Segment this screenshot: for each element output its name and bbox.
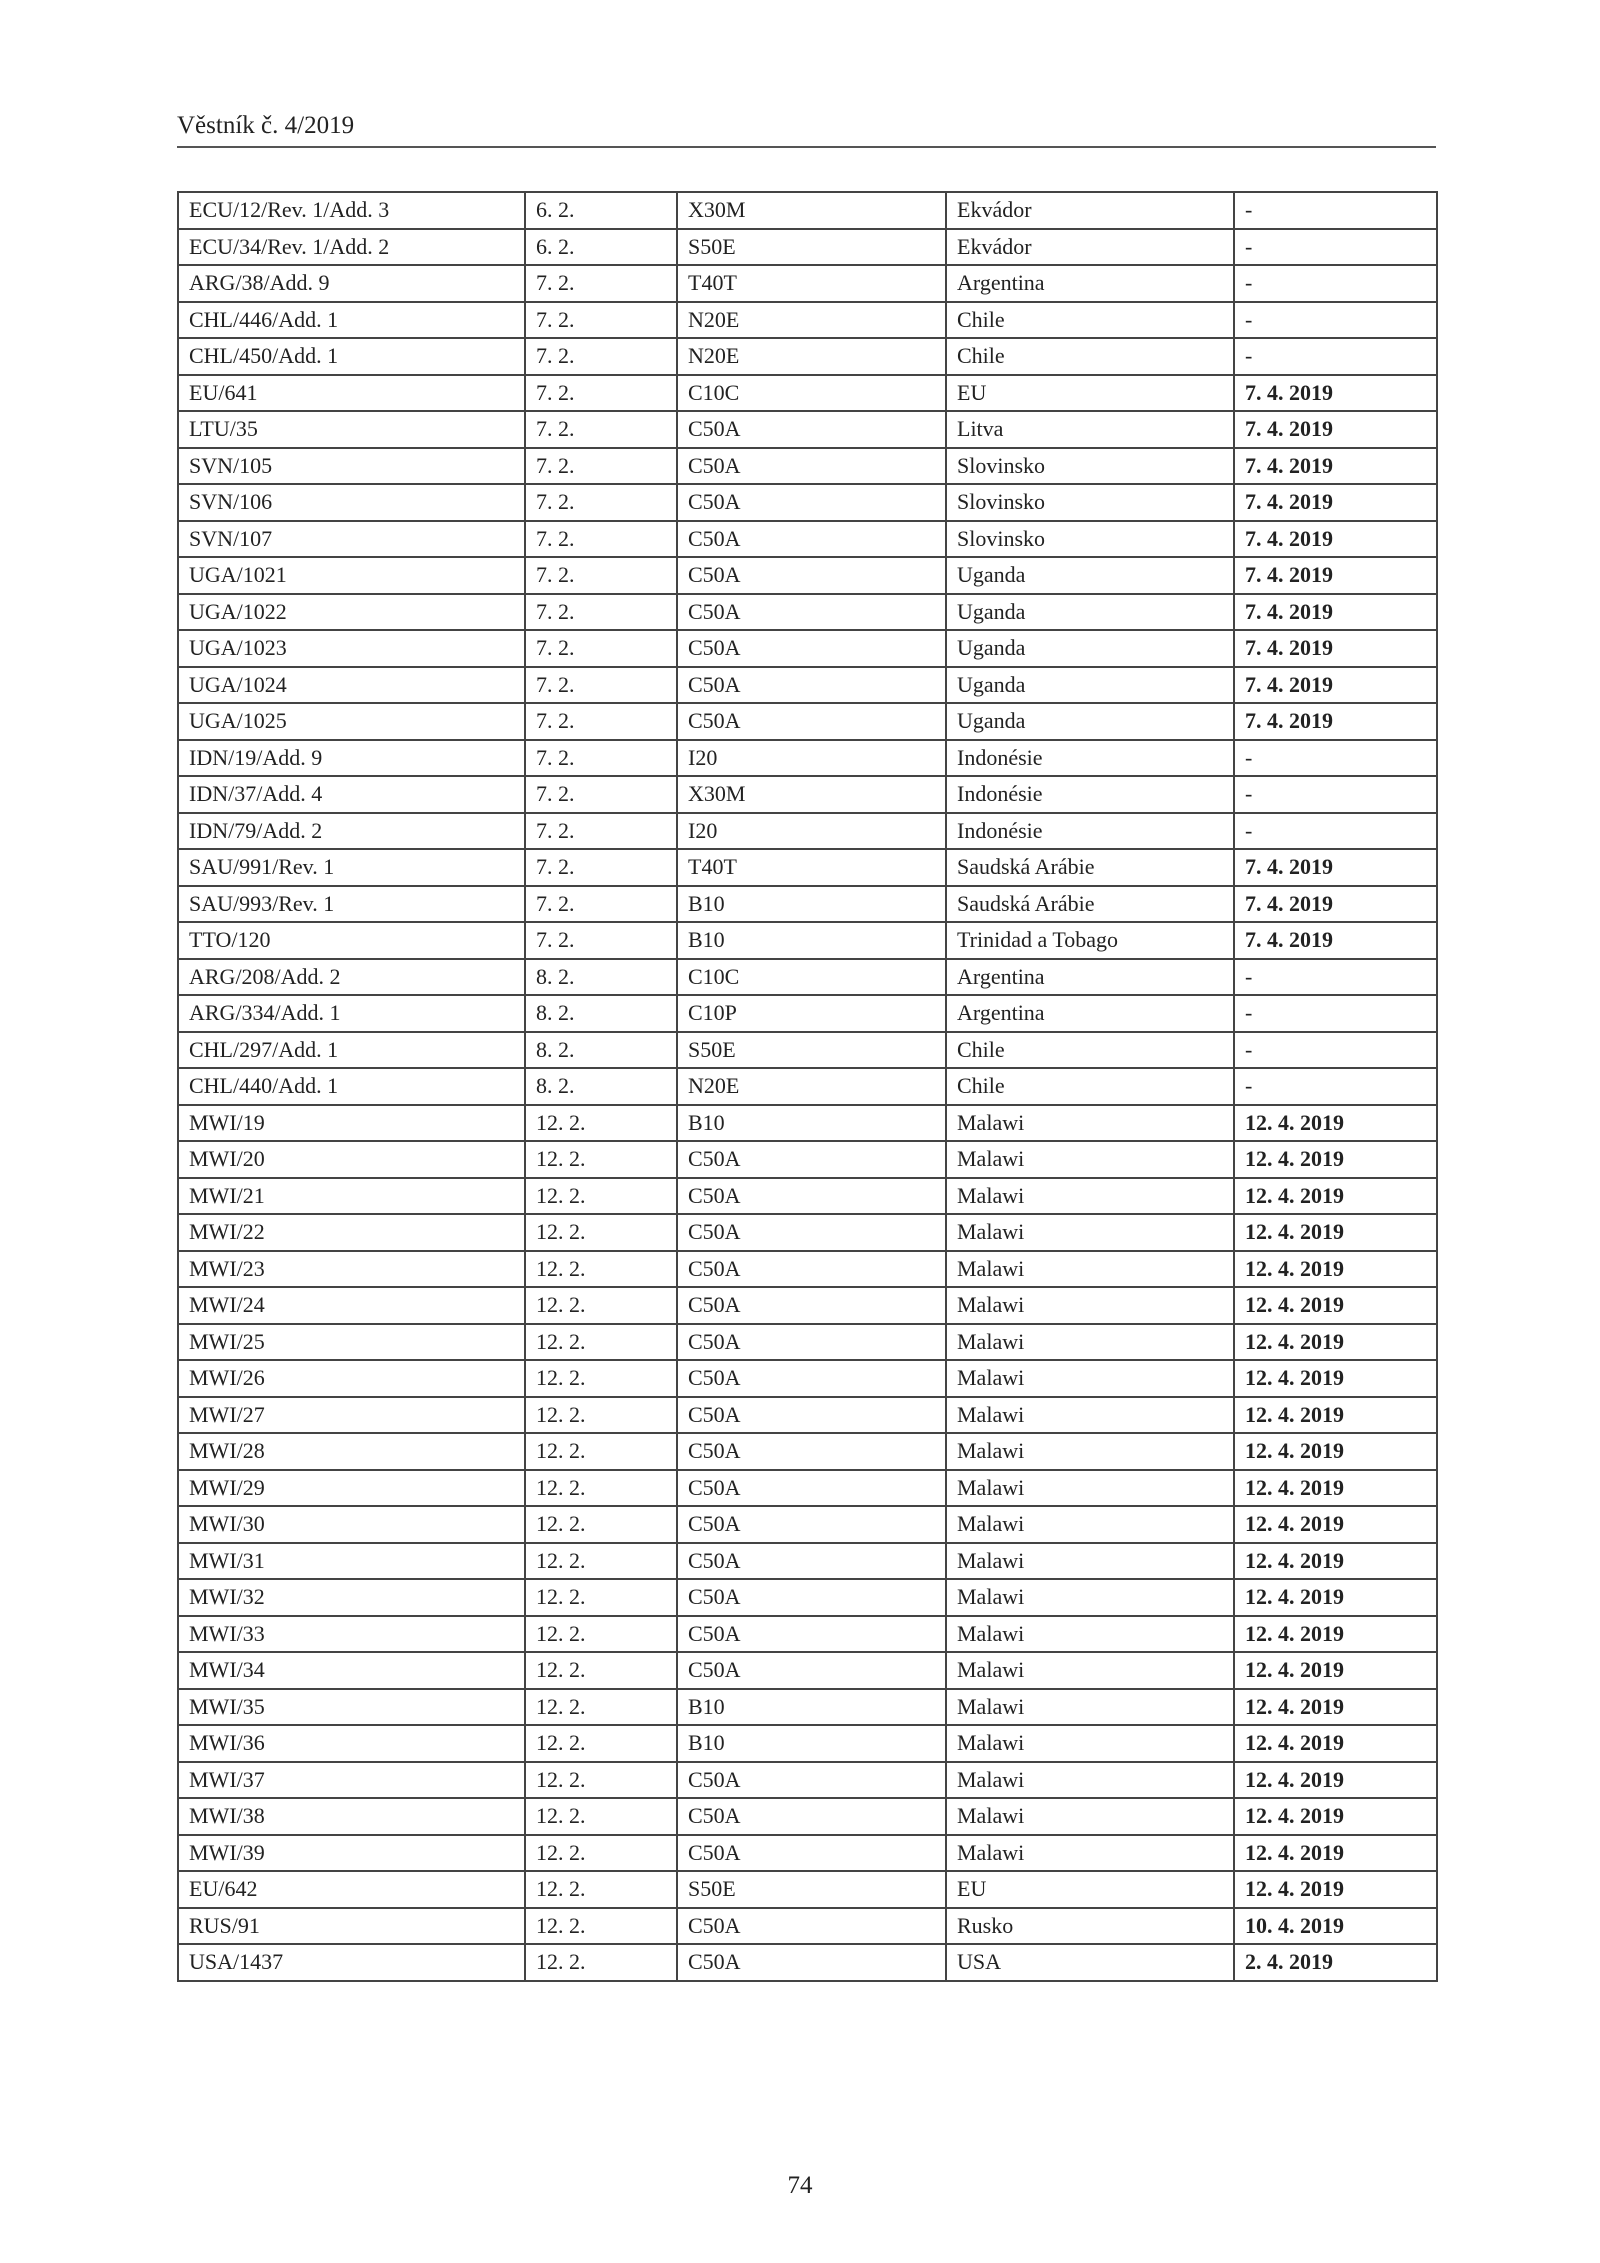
cell-date: 12. 2. [525,1287,677,1324]
cell-deadline: - [1234,302,1437,339]
cell-code: S50E [677,1032,946,1069]
cell-date: 7. 2. [525,521,677,558]
cell-code: C50A [677,1287,946,1324]
cell-symbol: IDN/19/Add. 9 [178,740,525,777]
table-row [178,338,1437,375]
cell-country: Saudská Arábie [946,849,1234,886]
table-row [178,1616,1437,1653]
cell-date: 7. 2. [525,557,677,594]
cell-date: 7. 2. [525,265,677,302]
cell-symbol: CHL/446/Add. 1 [178,302,525,339]
cell-country: Chile [946,1032,1234,1069]
cell-deadline: - [1234,776,1437,813]
cell-symbol: MWI/28 [178,1433,525,1470]
cell-code: C50A [677,1579,946,1616]
cell-code: C50A [677,448,946,485]
cell-date: 12. 2. [525,1798,677,1835]
cell-symbol: IDN/37/Add. 4 [178,776,525,813]
table-row [178,594,1437,631]
cell-symbol: UGA/1021 [178,557,525,594]
cell-symbol: MWI/32 [178,1579,525,1616]
cell-date: 7. 2. [525,302,677,339]
cell-date: 7. 2. [525,849,677,886]
table-row [178,959,1437,996]
table-row [178,192,1437,229]
cell-date: 12. 2. [525,1105,677,1142]
table-row [178,1652,1437,1689]
cell-country: Indonésie [946,776,1234,813]
cell-country: Malawi [946,1214,1234,1251]
cell-code: C50A [677,1798,946,1835]
table-row [178,1287,1437,1324]
cell-symbol: MWI/33 [178,1616,525,1653]
cell-country: Uganda [946,630,1234,667]
cell-date: 12. 2. [525,1543,677,1580]
cell-deadline: 12. 4. 2019 [1234,1105,1437,1142]
cell-code: C10C [677,959,946,996]
cell-date: 12. 2. [525,1324,677,1361]
cell-country: Malawi [946,1652,1234,1689]
cell-deadline: 7. 4. 2019 [1234,448,1437,485]
cell-deadline: 12. 4. 2019 [1234,1871,1437,1908]
cell-deadline: 12. 4. 2019 [1234,1324,1437,1361]
cell-code: C50A [677,1397,946,1434]
cell-deadline: 12. 4. 2019 [1234,1616,1437,1653]
cell-code: C50A [677,1506,946,1543]
cell-country: Malawi [946,1287,1234,1324]
cell-symbol: MWI/29 [178,1470,525,1507]
cell-deadline: 12. 4. 2019 [1234,1579,1437,1616]
cell-date: 12. 2. [525,1725,677,1762]
cell-symbol: EU/642 [178,1871,525,1908]
cell-date: 7. 2. [525,594,677,631]
cell-code: N20E [677,302,946,339]
cell-deadline: 12. 4. 2019 [1234,1433,1437,1470]
cell-code: C50A [677,1214,946,1251]
cell-code: C50A [677,703,946,740]
cell-symbol: ARG/334/Add. 1 [178,995,525,1032]
cell-code: N20E [677,1068,946,1105]
cell-date: 8. 2. [525,959,677,996]
cell-code: C50A [677,411,946,448]
cell-country: Uganda [946,594,1234,631]
cell-date: 12. 2. [525,1652,677,1689]
table-row [178,1506,1437,1543]
cell-date: 7. 2. [525,411,677,448]
cell-code: C50A [677,1652,946,1689]
cell-code: C50A [677,1543,946,1580]
cell-code: C50A [677,630,946,667]
cell-deadline: 12. 4. 2019 [1234,1543,1437,1580]
table-row [178,1178,1437,1215]
cell-symbol: SAU/991/Rev. 1 [178,849,525,886]
cell-deadline: 12. 4. 2019 [1234,1835,1437,1872]
cell-symbol: SAU/993/Rev. 1 [178,886,525,923]
cell-date: 8. 2. [525,995,677,1032]
cell-symbol: MWI/37 [178,1762,525,1799]
table-row [178,1762,1437,1799]
cell-country: Malawi [946,1725,1234,1762]
cell-code: C50A [677,594,946,631]
cell-deadline: 12. 4. 2019 [1234,1178,1437,1215]
cell-date: 12. 2. [525,1214,677,1251]
cell-country: Uganda [946,667,1234,704]
cell-symbol: TTO/120 [178,922,525,959]
cell-country: Malawi [946,1470,1234,1507]
cell-code: C50A [677,1470,946,1507]
cell-country: Malawi [946,1762,1234,1799]
cell-code: I20 [677,740,946,777]
cell-symbol: MWI/24 [178,1287,525,1324]
cell-deadline: 7. 4. 2019 [1234,375,1437,412]
cell-symbol: ARG/38/Add. 9 [178,265,525,302]
table-row [178,1214,1437,1251]
cell-deadline: 7. 4. 2019 [1234,886,1437,923]
cell-deadline: 12. 4. 2019 [1234,1798,1437,1835]
table-row [178,1105,1437,1142]
cell-code: C50A [677,1762,946,1799]
cell-symbol: UGA/1024 [178,667,525,704]
cell-deadline: 7. 4. 2019 [1234,703,1437,740]
cell-deadline: 2. 4. 2019 [1234,1944,1437,1981]
cell-symbol: MWI/34 [178,1652,525,1689]
cell-code: C10C [677,375,946,412]
cell-country: Malawi [946,1543,1234,1580]
cell-country: Indonésie [946,740,1234,777]
table-row [178,630,1437,667]
table-row [178,1141,1437,1178]
cell-date: 7. 2. [525,922,677,959]
cell-code: C50A [677,484,946,521]
cell-symbol: USA/1437 [178,1944,525,1981]
cell-country: Uganda [946,703,1234,740]
table-row [178,484,1437,521]
cell-symbol: MWI/19 [178,1105,525,1142]
cell-code: T40T [677,849,946,886]
cell-symbol: MWI/35 [178,1689,525,1726]
cell-code: C50A [677,557,946,594]
cell-date: 12. 2. [525,1178,677,1215]
table-row [178,1798,1437,1835]
cell-deadline: 12. 4. 2019 [1234,1725,1437,1762]
cell-deadline: 12. 4. 2019 [1234,1397,1437,1434]
cell-country: Uganda [946,557,1234,594]
cell-code: B10 [677,1689,946,1726]
table-row [178,1835,1437,1872]
cell-code: B10 [677,1725,946,1762]
cell-deadline: - [1234,1032,1437,1069]
cell-code: C50A [677,1908,946,1945]
table-row [178,521,1437,558]
cell-date: 12. 2. [525,1689,677,1726]
cell-date: 12. 2. [525,1762,677,1799]
table-row [178,1032,1437,1069]
cell-code: I20 [677,813,946,850]
cell-code: B10 [677,1105,946,1142]
table-row [178,995,1437,1032]
cell-deadline: - [1234,740,1437,777]
cell-deadline: 12. 4. 2019 [1234,1360,1437,1397]
cell-date: 7. 2. [525,703,677,740]
cell-date: 12. 2. [525,1871,677,1908]
cell-symbol: ARG/208/Add. 2 [178,959,525,996]
table-row [178,302,1437,339]
table-row [178,703,1437,740]
cell-country: Chile [946,1068,1234,1105]
cell-deadline: 12. 4. 2019 [1234,1506,1437,1543]
cell-deadline: 12. 4. 2019 [1234,1214,1437,1251]
cell-country: Malawi [946,1360,1234,1397]
cell-country: Malawi [946,1616,1234,1653]
cell-date: 8. 2. [525,1032,677,1069]
cell-symbol: CHL/440/Add. 1 [178,1068,525,1105]
table-row [178,1397,1437,1434]
cell-code: T40T [677,265,946,302]
cell-country: Chile [946,302,1234,339]
table-row [178,667,1437,704]
cell-date: 7. 2. [525,776,677,813]
cell-code: B10 [677,886,946,923]
cell-date: 7. 2. [525,375,677,412]
cell-symbol: MWI/26 [178,1360,525,1397]
cell-code: X30M [677,776,946,813]
cell-symbol: RUS/91 [178,1908,525,1945]
cell-deadline: 7. 4. 2019 [1234,484,1437,521]
cell-date: 7. 2. [525,484,677,521]
cell-deadline: 12. 4. 2019 [1234,1762,1437,1799]
cell-deadline: - [1234,995,1437,1032]
cell-symbol: LTU/35 [178,411,525,448]
cell-symbol: MWI/23 [178,1251,525,1288]
cell-code: C50A [677,1835,946,1872]
table-row [178,886,1437,923]
cell-date: 6. 2. [525,229,677,266]
cell-symbol: MWI/31 [178,1543,525,1580]
cell-date: 12. 2. [525,1470,677,1507]
cell-country: Malawi [946,1397,1234,1434]
table-row [178,1360,1437,1397]
header-rule [177,146,1436,148]
table-row [178,922,1437,959]
cell-code: C50A [677,1616,946,1653]
table-row [178,411,1437,448]
cell-code: X30M [677,192,946,229]
cell-symbol: ECU/12/Rev. 1/Add. 3 [178,192,525,229]
table-row [178,1944,1437,1981]
cell-symbol: MWI/20 [178,1141,525,1178]
cell-date: 7. 2. [525,740,677,777]
cell-code: C50A [677,1324,946,1361]
table-row [178,1251,1437,1288]
cell-date: 12. 2. [525,1251,677,1288]
cell-symbol: MWI/22 [178,1214,525,1251]
table-row [178,557,1437,594]
cell-symbol: UGA/1025 [178,703,525,740]
cell-deadline: 12. 4. 2019 [1234,1470,1437,1507]
cell-date: 7. 2. [525,448,677,485]
cell-code: C50A [677,1141,946,1178]
table-row [178,1543,1437,1580]
cell-country: Ekvádor [946,192,1234,229]
cell-code: C50A [677,1178,946,1215]
table-row [178,1871,1437,1908]
cell-date: 7. 2. [525,813,677,850]
cell-country: Slovinsko [946,448,1234,485]
cell-date: 12. 2. [525,1506,677,1543]
cell-date: 12. 2. [525,1944,677,1981]
table-row [178,265,1437,302]
cell-symbol: EU/641 [178,375,525,412]
cell-symbol: MWI/36 [178,1725,525,1762]
cell-symbol: UGA/1023 [178,630,525,667]
table-row [178,1470,1437,1507]
cell-deadline: 7. 4. 2019 [1234,557,1437,594]
cell-country: Argentina [946,265,1234,302]
table-row [178,849,1437,886]
cell-date: 12. 2. [525,1616,677,1653]
cell-country: Argentina [946,959,1234,996]
table-row [178,1324,1437,1361]
cell-symbol: MWI/30 [178,1506,525,1543]
cell-code: C50A [677,1251,946,1288]
cell-date: 12. 2. [525,1397,677,1434]
cell-date: 12. 2. [525,1141,677,1178]
cell-deadline: - [1234,229,1437,266]
cell-code: N20E [677,338,946,375]
cell-date: 12. 2. [525,1835,677,1872]
cell-country: EU [946,375,1234,412]
cell-date: 12. 2. [525,1579,677,1616]
cell-country: Argentina [946,995,1234,1032]
table-row [178,1433,1437,1470]
cell-symbol: UGA/1022 [178,594,525,631]
cell-country: EU [946,1871,1234,1908]
cell-deadline: 7. 4. 2019 [1234,630,1437,667]
cell-deadline: 12. 4. 2019 [1234,1141,1437,1178]
cell-date: 7. 2. [525,630,677,667]
cell-date: 7. 2. [525,886,677,923]
table-row [178,229,1437,266]
cell-date: 8. 2. [525,1068,677,1105]
cell-symbol: MWI/39 [178,1835,525,1872]
cell-country: Malawi [946,1579,1234,1616]
cell-country: Saudská Arábie [946,886,1234,923]
cell-deadline: 7. 4. 2019 [1234,922,1437,959]
cell-country: Malawi [946,1105,1234,1142]
cell-country: Malawi [946,1798,1234,1835]
running-header: Věstník č. 4/2019 [177,112,355,139]
cell-country: Malawi [946,1251,1234,1288]
cell-symbol: MWI/25 [178,1324,525,1361]
cell-country: Malawi [946,1324,1234,1361]
table-row [178,1068,1437,1105]
cell-deadline: - [1234,813,1437,850]
cell-country: Rusko [946,1908,1234,1945]
cell-deadline: 7. 4. 2019 [1234,667,1437,704]
cell-symbol: CHL/297/Add. 1 [178,1032,525,1069]
cell-deadline: 12. 4. 2019 [1234,1251,1437,1288]
cell-code: B10 [677,922,946,959]
cell-deadline: - [1234,959,1437,996]
cell-deadline: 7. 4. 2019 [1234,521,1437,558]
cell-code: C50A [677,521,946,558]
table-row [178,375,1437,412]
table-row [178,740,1437,777]
cell-country: Malawi [946,1141,1234,1178]
cell-deadline: 10. 4. 2019 [1234,1908,1437,1945]
cell-deadline: 7. 4. 2019 [1234,594,1437,631]
cell-country: Malawi [946,1433,1234,1470]
cell-country: Slovinsko [946,484,1234,521]
cell-symbol: ECU/34/Rev. 1/Add. 2 [178,229,525,266]
cell-symbol: MWI/21 [178,1178,525,1215]
cell-code: C50A [677,1433,946,1470]
cell-date: 7. 2. [525,667,677,704]
cell-symbol: MWI/38 [178,1798,525,1835]
cell-country: Trinidad a Tobago [946,922,1234,959]
cell-country: Slovinsko [946,521,1234,558]
cell-date: 6. 2. [525,192,677,229]
cell-deadline: - [1234,192,1437,229]
cell-date: 12. 2. [525,1360,677,1397]
cell-date: 12. 2. [525,1433,677,1470]
notification-table [177,191,1438,1982]
cell-code: C50A [677,667,946,704]
cell-country: Malawi [946,1178,1234,1215]
cell-symbol: CHL/450/Add. 1 [178,338,525,375]
cell-country: Indonésie [946,813,1234,850]
cell-deadline: - [1234,265,1437,302]
cell-deadline: 7. 4. 2019 [1234,849,1437,886]
cell-deadline: - [1234,1068,1437,1105]
table-row [178,1725,1437,1762]
table-row [178,1689,1437,1726]
cell-code: C50A [677,1360,946,1397]
cell-symbol: SVN/107 [178,521,525,558]
cell-country: Malawi [946,1689,1234,1726]
cell-code: S50E [677,229,946,266]
cell-country: USA [946,1944,1234,1981]
cell-country: Malawi [946,1835,1234,1872]
cell-code: C10P [677,995,946,1032]
page-number: 74 [787,2172,813,2199]
cell-deadline: 12. 4. 2019 [1234,1689,1437,1726]
cell-country: Litva [946,411,1234,448]
table-row [178,776,1437,813]
cell-deadline: - [1234,338,1437,375]
cell-symbol: SVN/106 [178,484,525,521]
cell-country: Ekvádor [946,229,1234,266]
cell-code: C50A [677,1944,946,1981]
cell-country: Chile [946,338,1234,375]
cell-symbol: IDN/79/Add. 2 [178,813,525,850]
table-row [178,813,1437,850]
cell-date: 7. 2. [525,338,677,375]
cell-symbol: SVN/105 [178,448,525,485]
table-row [178,1908,1437,1945]
cell-country: Malawi [946,1506,1234,1543]
table-row [178,448,1437,485]
cell-code: S50E [677,1871,946,1908]
cell-deadline: 12. 4. 2019 [1234,1287,1437,1324]
cell-symbol: MWI/27 [178,1397,525,1434]
cell-date: 12. 2. [525,1908,677,1945]
table-row [178,1579,1437,1616]
cell-deadline: 12. 4. 2019 [1234,1652,1437,1689]
cell-deadline: 7. 4. 2019 [1234,411,1437,448]
